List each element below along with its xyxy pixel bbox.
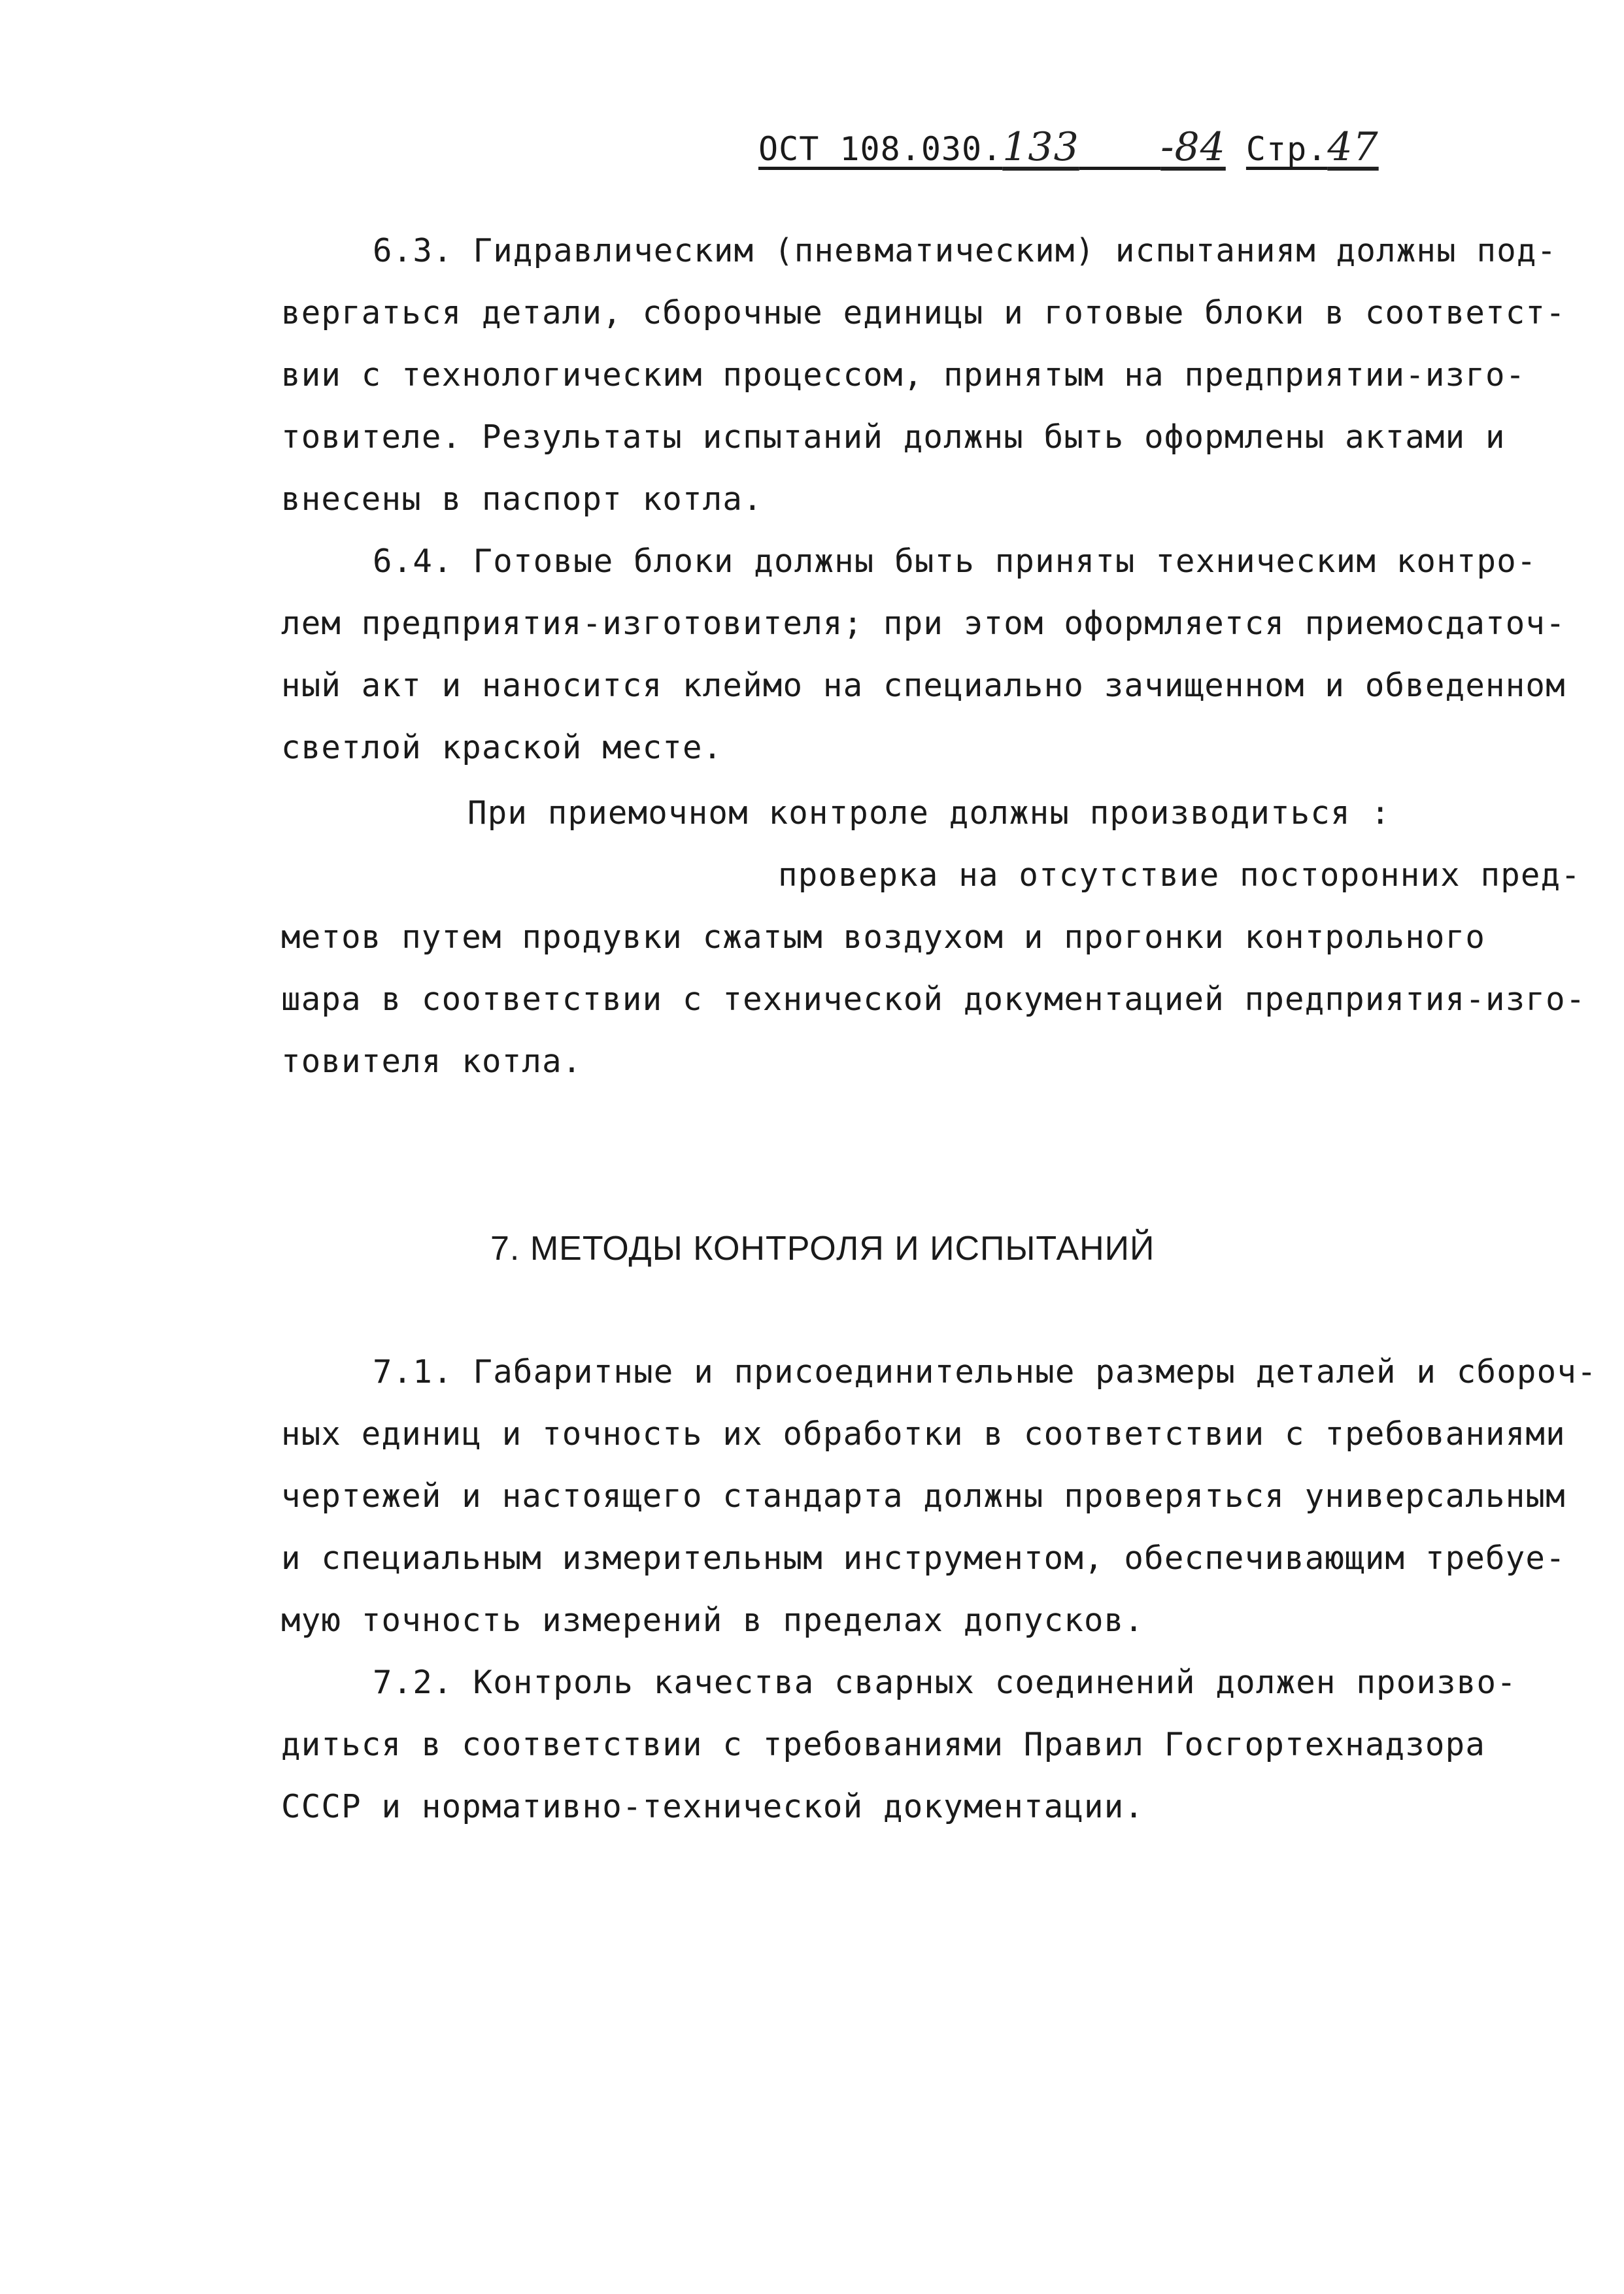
p6-3-line-2: вергаться детали, сборочные единицы и готовые блоки в соответст- <box>281 294 1566 331</box>
p6-4-line-3: ный акт и наносится клеймо на специально зачищенном и обведенном <box>281 667 1566 704</box>
acceptance-item-line-4: товителя котла. <box>281 1043 583 1080</box>
page-label: Стр. <box>1245 130 1328 168</box>
p6-4-line-1: 6.4. Готовые блоки должны быть приняты техническим контро- <box>373 543 1537 580</box>
p6-4-line-2: лем предприятия-изготовителя; при этом оформляется приемосдаточ- <box>281 605 1566 642</box>
p7-1-line-5: мую точность измерений в пределах допусков. <box>281 1602 1145 1639</box>
page-number-handwritten: 47 <box>1327 124 1379 170</box>
acceptance-item-line-1: проверка на отсутствие посторонних пред- <box>778 856 1582 894</box>
p6-3-line-1: 6.3. Гидравлическим (пневматическим) испытаниям должны под- <box>373 232 1557 269</box>
p7-2-line-3: СССР и нормативно-технической документации. <box>281 1788 1145 1825</box>
standard-number-handwritten: 133 <box>1002 124 1079 170</box>
acceptance-item-line-2: метов путем продувки сжатым воздухом и прогонки контрольного <box>281 919 1486 956</box>
p7-1-line-4: и специальным измерительным инструментом, обеспечивающим требуе- <box>281 1540 1566 1577</box>
p6-3-line-5: внесены в паспорт котла. <box>281 481 763 518</box>
section-7-heading: 7. МЕТОДЫ КОНТРОЛЯ И ИСПЫТАНИЙ <box>490 1230 1155 1268</box>
standard-year: -84 <box>1160 124 1226 170</box>
p7-2-line-1: 7.2. Контроль качества сварных соединений должен произво- <box>373 1664 1517 1701</box>
p7-1-line-3: чертежей и настоящего стандарта должны проверяться универсальным <box>281 1477 1566 1515</box>
acceptance-item-line-3: шара в соответствии с технической документацией предприятия-изго- <box>281 981 1586 1018</box>
p6-4-line-4: светлой краской месте. <box>281 729 723 766</box>
p6-3-line-3: вии с технологическим процессом, принятым на предприятии-изго- <box>281 356 1526 394</box>
p7-1-line-1: 7.1. Габаритные и присоединительные размеры деталей и сбороч- <box>373 1353 1597 1391</box>
page-header <box>758 124 1379 170</box>
standard-designation: ОСТ 108.030. <box>758 130 1003 168</box>
p7-1-line-2: ных единиц и точность их обработки в соответствии с требованиями <box>281 1415 1566 1453</box>
acceptance-intro: При приемочном контроле должны производиться : <box>467 794 1391 832</box>
p7-2-line-2: диться в соответствии с требованиями Правил Госгортехнадзора <box>281 1726 1486 1763</box>
p6-3-line-4: товителе. Результаты испытаний должны быть оформлены актами и <box>281 418 1506 456</box>
header-blank <box>1079 130 1160 168</box>
